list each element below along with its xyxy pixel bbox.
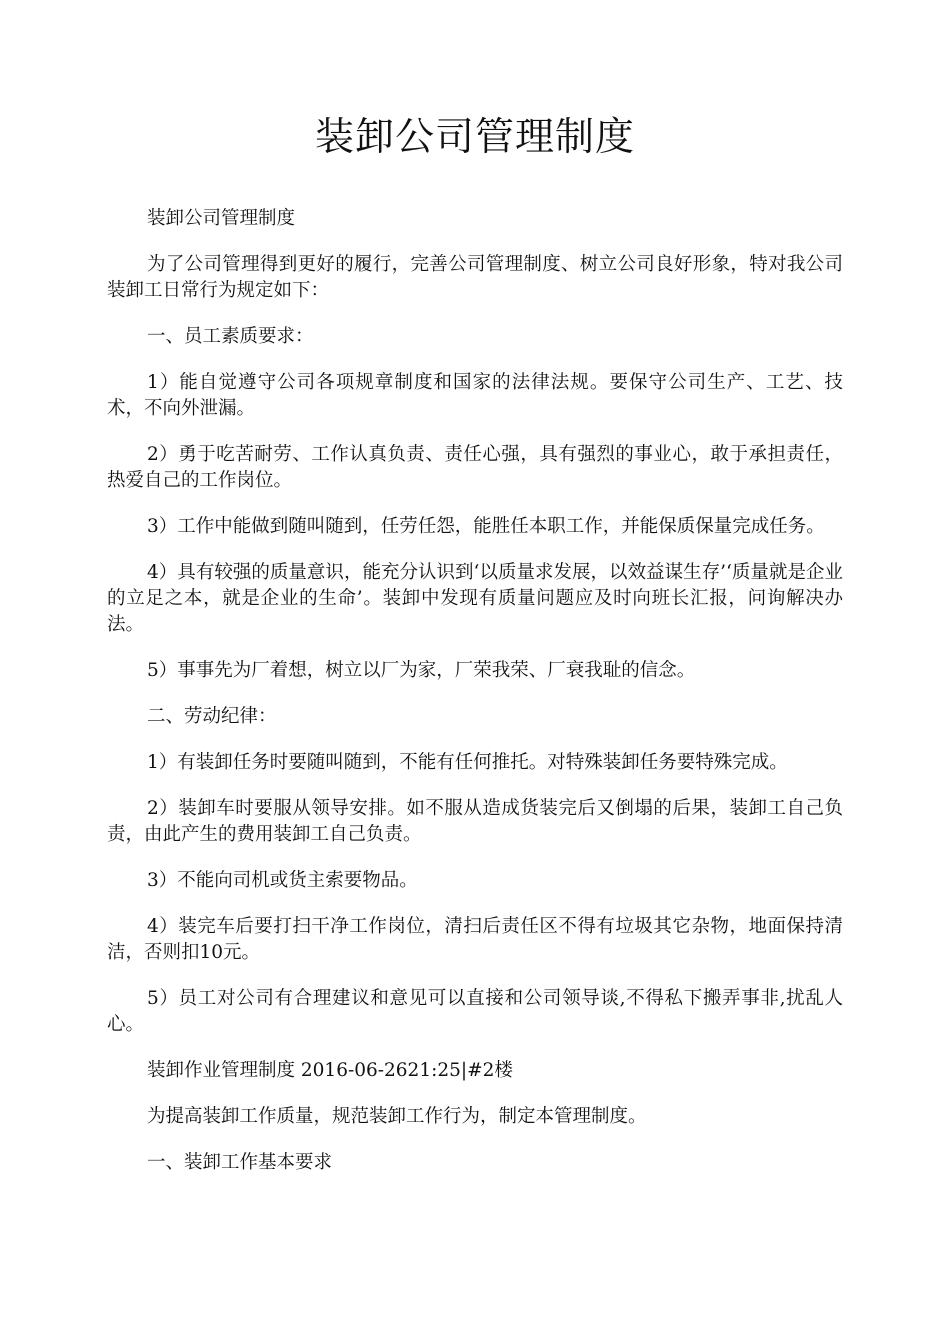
list-item: 4）装完车后要打扫干净工作岗位，清扫后责任区不得有垃圾其它杂物，地面保持清洁，否则扣10元。 [107, 916, 843, 963]
list-item: 4）具有较强的质量意识，能充分认识到‘以质量求发展，以效益谋生存’‘质量就是企业的立足之本，就是企业的生命’。装卸中发现有质量问题应及时向班长汇报，问询解决办法。 [107, 562, 843, 635]
section-heading: 二、劳动纪律： [147, 706, 277, 727]
paragraph: 装卸公司管理制度 [147, 208, 296, 229]
list-item: 1）有装卸任务时要随叫随到，不能有任何推托。对特殊装卸任务要特殊完成。 [147, 752, 788, 773]
list-item: 3）工作中能做到随叫随到，任劳任怨，能胜任本职工作，并能保质保量完成任务。 [147, 516, 825, 537]
list-item: 5）事事先为厂着想，树立以厂为家，厂荣我荣、厂衰我耻的信念。 [147, 660, 696, 681]
list-item: 5）员工对公司有合理建议和意见可以直接和公司领导谈,不得私下搬弄事非,扰乱人心。 [107, 988, 843, 1035]
document-body [107, 206, 843, 1196]
paragraph: 为提高装卸工作质量，规范装卸工作行为，制定本管理制度。 [147, 1106, 647, 1127]
list-item: 2）装卸车时要服从领导安排。如不服从造成货装完后又倒塌的后果，装卸工自己负责，由此产生的费用装卸工自己负责。 [107, 798, 843, 845]
list-item: 1）能自觉遵守公司各项规章制度和国家的法律法规。要保守公司生产、工艺、技术，不向外泄漏。 [107, 372, 843, 419]
section-heading: 一、装卸工作基本要求 [147, 1152, 333, 1173]
list-item: 3）不能向司机或货主索要物品。 [147, 870, 418, 891]
list-item: 2）勇于吃苦耐劳、工作认真负责、责任心强，具有强烈的事业心，敢于承担责任，热爱自己的工作岗位。 [107, 444, 843, 491]
subheading: 装卸作业管理制度 2016-06-2621:25|#2楼 [147, 1060, 513, 1081]
section-heading: 一、员工素质要求： [147, 326, 314, 347]
document-title: 装卸公司管理制度 [314, 115, 635, 160]
paragraph: 为了公司管理得到更好的履行，完善公司管理制度、树立公司良好形象，特对我公司装卸工日常行为规定如下： [107, 254, 843, 301]
